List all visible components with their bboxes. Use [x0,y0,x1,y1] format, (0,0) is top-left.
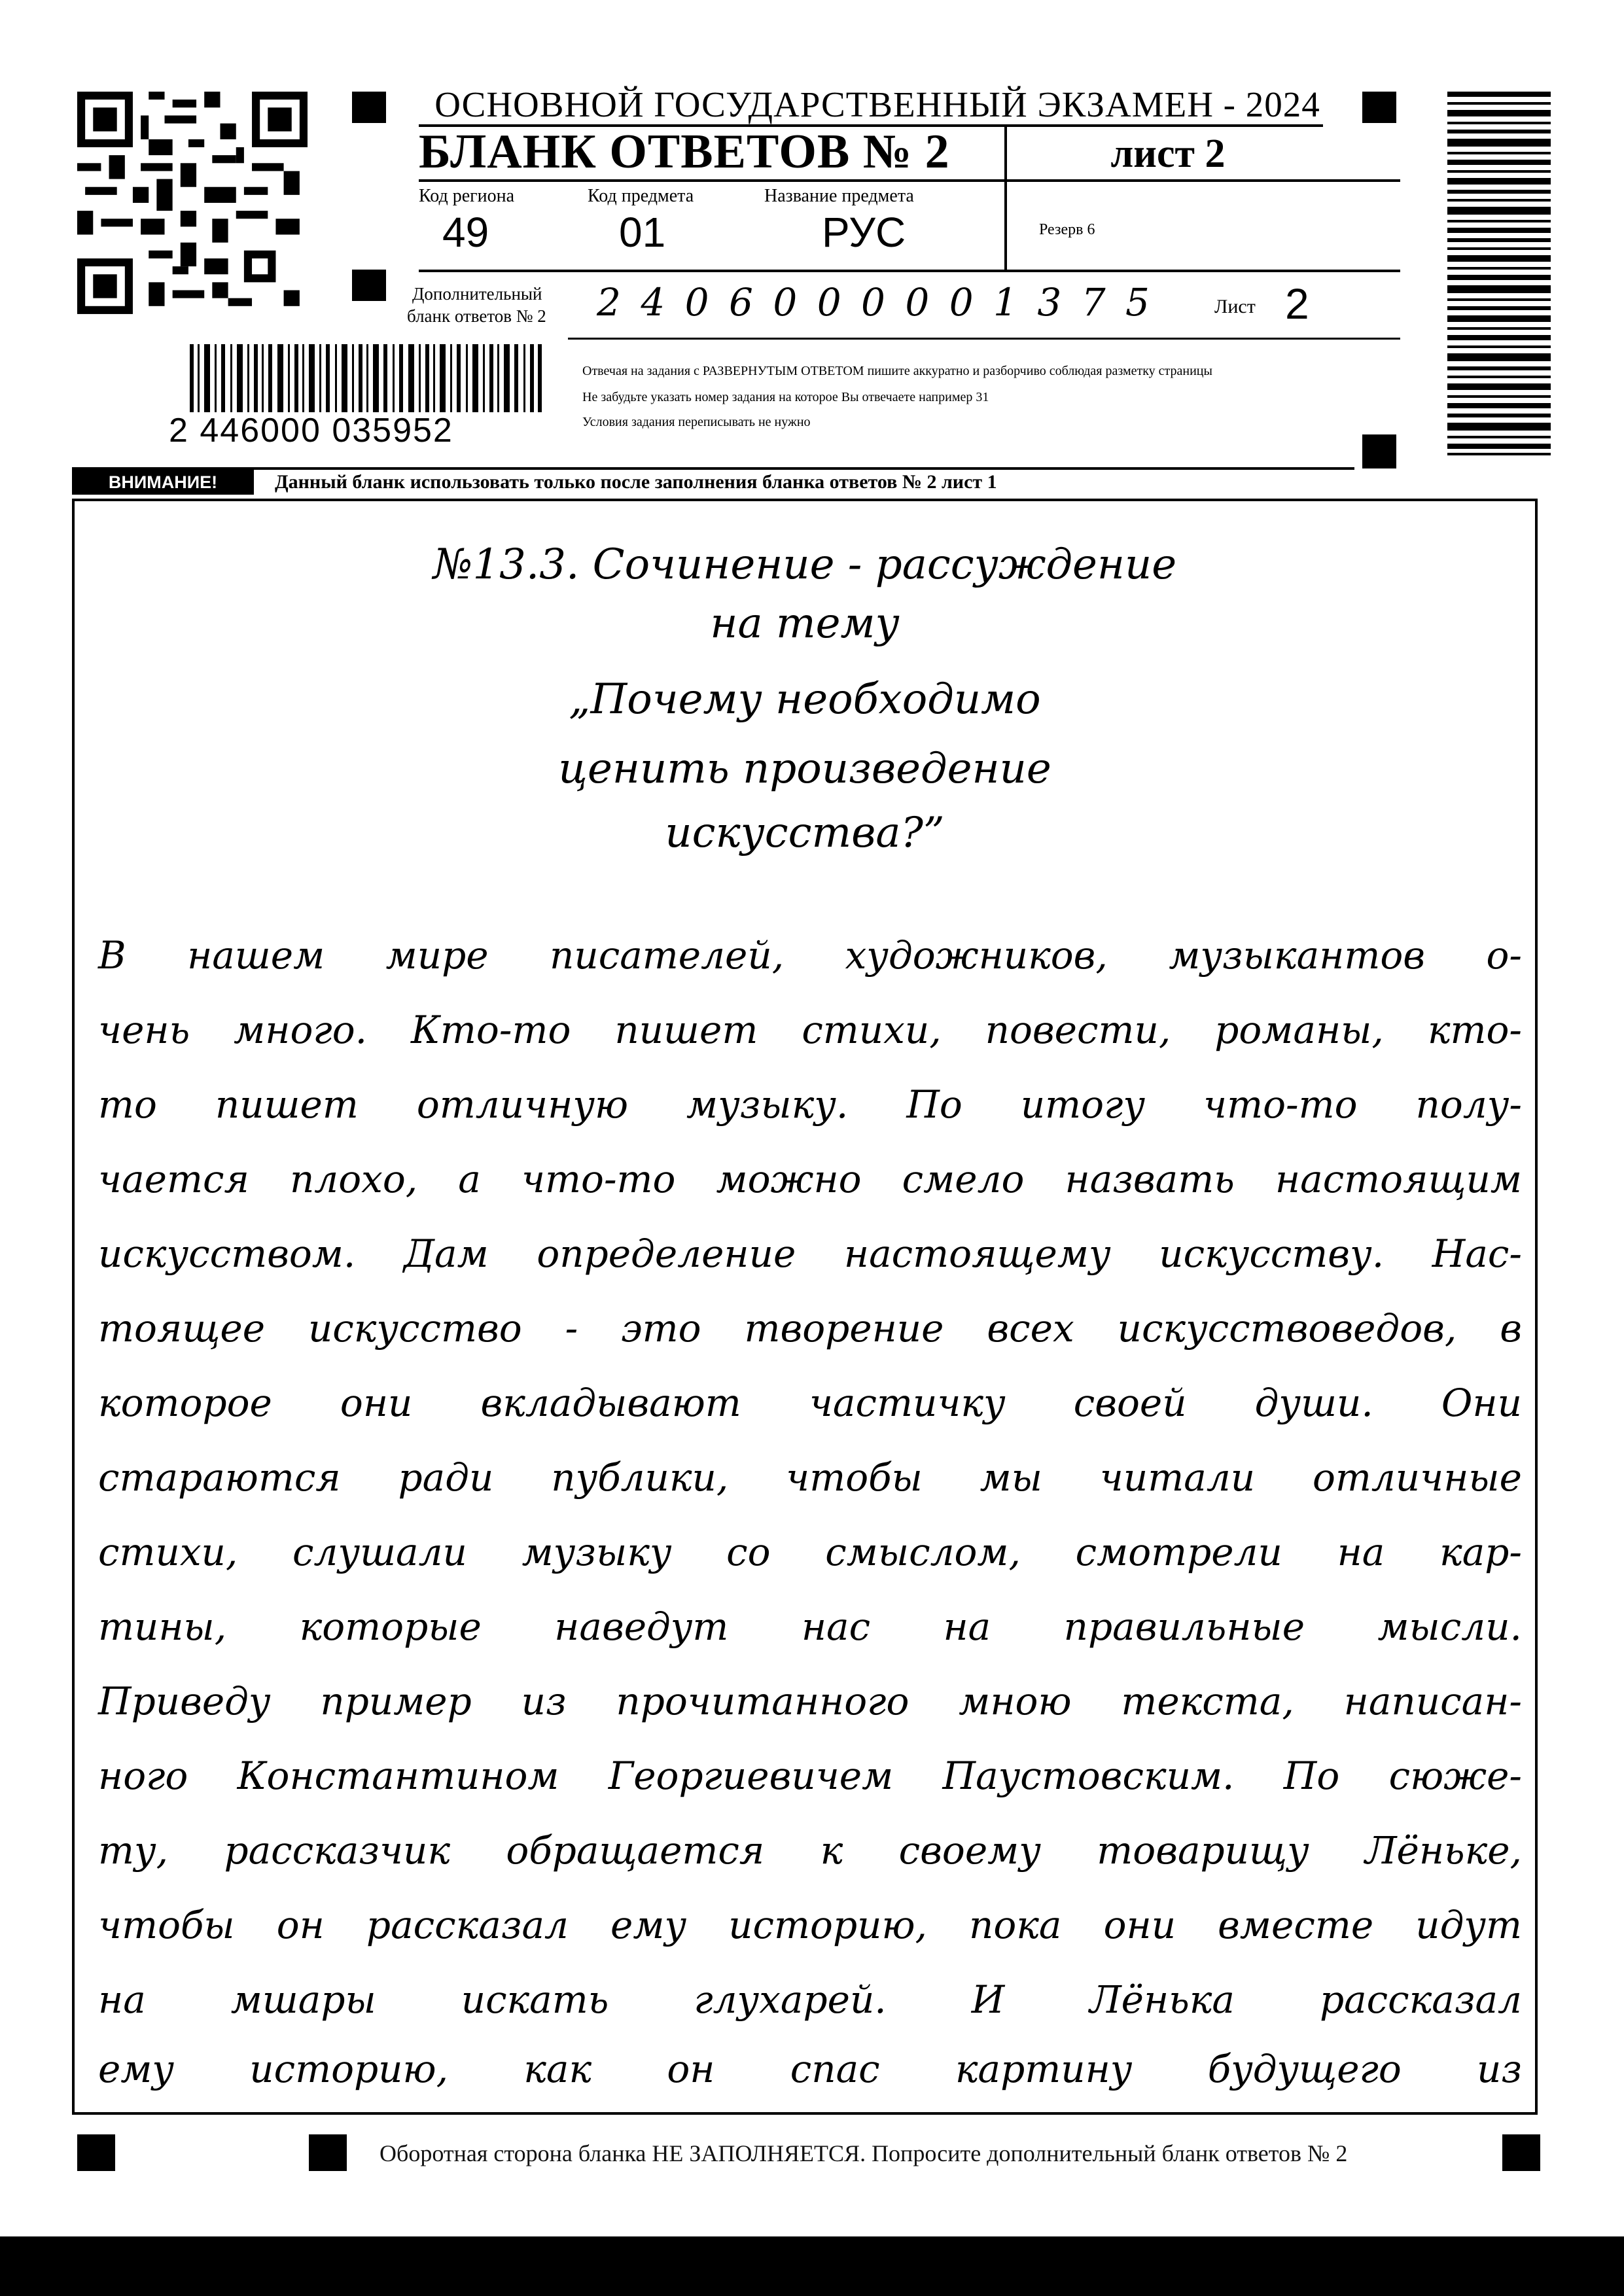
registration-mark [352,92,386,123]
attention-text: Данный бланк использовать только после заполнения бланка ответов № 2 лист 1 [275,471,997,493]
registration-mark [1362,434,1396,468]
essay-line: которое они вкладывают частичку своей души. Они [98,1381,1522,1425]
essay-line: ного Константином Георгиевичем Паустовским. По сюже- [98,1754,1522,1798]
qr-code [77,92,308,314]
essay-line: тоящее искусство - это творение всех искусствоведов, в [98,1306,1522,1351]
instruction-line: Условия задания переписывать не нужно [582,415,811,429]
linear-barcode [190,344,543,412]
essay-line: Приведу пример из прочитанного мною текста, написан- [98,1679,1522,1723]
essay-line: чень много. Кто-то пишет стихи, повести, романы, кто- [98,1008,1522,1052]
essay-line: чается плохо, а что-то можно смело назвать настоящим [98,1157,1522,1201]
additional-label: Дополнительный [412,284,542,304]
essay-line: тины, которые наведут нас на правильные мысли. [98,1604,1522,1649]
additional-label: бланк ответов № 2 [407,306,546,326]
barcode-number: 2 446000 035952 [169,412,453,450]
registration-mark [77,2134,115,2171]
essay-line: В нашем мире писателей, художников, музыкантов о- [98,933,1522,978]
answer-box [72,499,1538,2115]
side-barcode [1447,92,1551,455]
list-label: Лист [1214,296,1256,317]
registration-mark [1502,2134,1540,2171]
essay-line: ту, рассказчик обращается к своему товарищу Лёньке, [98,1828,1522,1873]
instruction-line: Отвечая на задания с РАЗВЕРНУТЫМ ОТВЕТОМ пишите аккуратно и разборчиво соблюдая разметку страницы [582,364,1212,378]
essay-heading: ценить произведение [558,745,1051,793]
registration-mark [309,2134,347,2171]
additional-number: 2 4 0 6 0 0 0 0 0 1 3 7 5 [597,280,1154,325]
registration-mark [1362,92,1396,123]
instruction-line: Не забудьте указать номер задания на которое Вы отвечаете например 31 [582,390,989,404]
list-value: 2 [1285,279,1309,328]
essay-line: ему историю, как он спас картину будущего из [98,2047,1522,2091]
divider [419,270,1400,272]
reserve-label: Резерв 6 [1039,221,1095,238]
footer-text: Оборотная сторона бланка НЕ ЗАПОЛНЯЕТСЯ. Попросите дополнительный бланк ответов № 2 [380,2140,1348,2166]
essay-line: чтобы он рассказал ему историю, пока они вместе идут [98,1903,1522,1947]
essay-heading: „Почему необходимо [569,675,1041,724]
scan-border [0,2236,1624,2296]
divider [419,179,1400,182]
sheet-label: лист 2 [1110,132,1226,176]
region-label: Код региона [419,186,515,206]
essay-line: стараются ради публики, чтобы мы читали отличные [98,1455,1522,1500]
divider [1004,127,1007,272]
essay-heading: искусства?” [665,809,945,857]
subject-code-label: Код предмета [588,186,694,206]
attention-badge: ВНИМАНИЕ! [72,470,254,495]
registration-mark [352,270,386,301]
essay-heading: №13.3. Сочинение - рассуждение [432,540,1177,589]
essay-line: на мшары искать глухарей. И Лёнька рассказал [98,1977,1522,2022]
essay-line: стихи, слушали музыку со смыслом, смотрели на кар- [98,1530,1522,1574]
form-title: БЛАНК ОТВЕТОВ № 2 [419,125,950,179]
essay-line: то пишет отличную музыку. По итогу что-то полу- [98,1082,1522,1127]
subject-code-value: 01 [619,209,666,256]
essay-line: искусством. Дам определение настоящему искусству. Нас- [98,1231,1522,1276]
subject-name-value: РУС [822,209,906,256]
divider [72,467,1354,470]
divider [568,338,1400,340]
exam-title: ОСНОВНОЙ ГОСУДАРСТВЕННЫЙ ЭКЗАМЕН - 2024 [434,84,1320,124]
subject-name-label: Название предмета [764,186,914,206]
essay-heading: на тему [710,599,900,648]
region-value: 49 [442,209,489,256]
